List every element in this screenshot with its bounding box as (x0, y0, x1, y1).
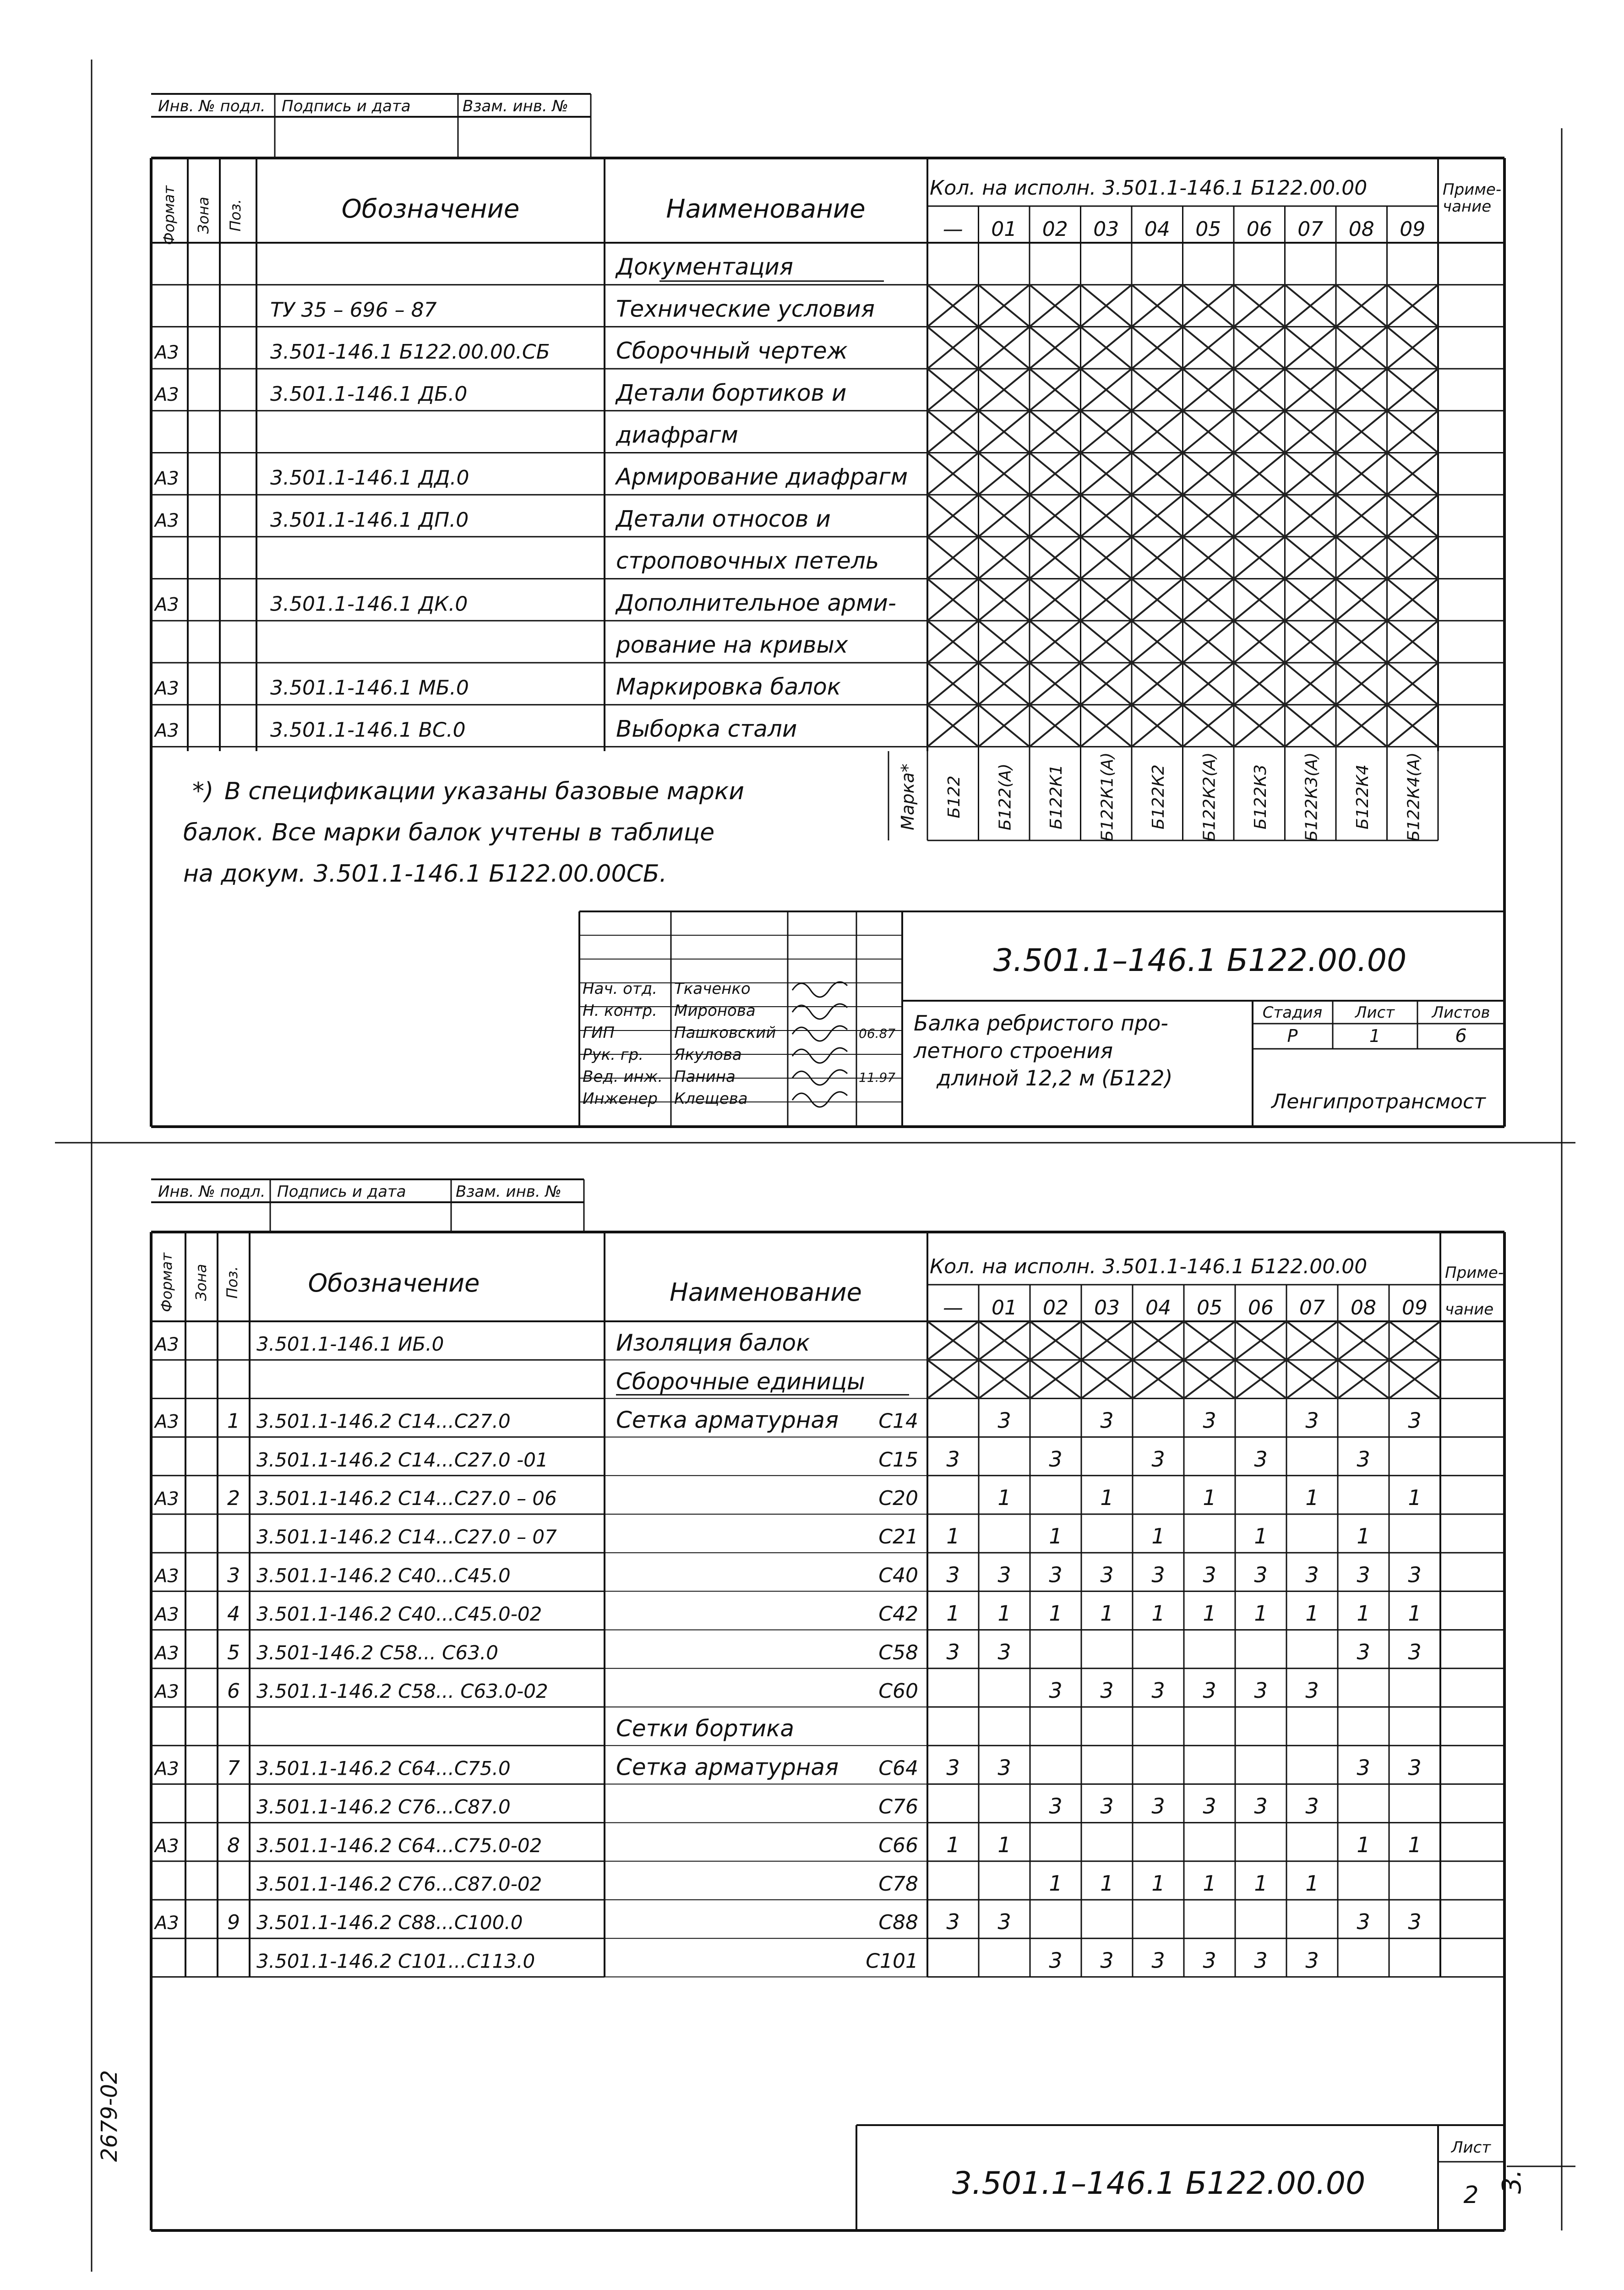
row-designation: 3.501.1-146.1 ДП.0 (270, 508, 469, 532)
row-designation: 3.501.1-146.2 С14...С27.0 -01 (256, 1448, 548, 1471)
row-name: диафрагм (616, 421, 738, 448)
stamp-role: Нач. отд. (583, 980, 658, 998)
quantity-value: 1 (1100, 1601, 1114, 1626)
row-format: А3 (155, 1411, 179, 1433)
row-format: А3 (155, 594, 179, 616)
row-subcode: С20 (878, 1487, 918, 1510)
row-designation: 3.501.1-146.2 С14...С27.0 – 06 (256, 1487, 557, 1510)
row-subcode: С15 (878, 1448, 918, 1472)
header-note: Приме- (1443, 180, 1502, 199)
header-qty-title: Кол. на исполн. 3.501.1-146.1 Б122.00.00 (930, 1255, 1368, 1278)
quantity-value: 3 (1408, 1562, 1422, 1587)
stamp-name: Ткаченко (674, 980, 751, 998)
quantity-value: 1 (1203, 1601, 1216, 1626)
row-designation: 3.501.1-146.1 ВС.0 (270, 718, 466, 742)
row-format: А3 (155, 1565, 179, 1587)
quantity-value: 3 (997, 1639, 1011, 1664)
quantity-value: 3 (1357, 1562, 1370, 1587)
quantity-value: 1 (1254, 1601, 1268, 1626)
row-designation: 3.501.1-146.2 С14...С27.0 (256, 1410, 511, 1433)
inv-number-header: Инв. № подл. (158, 97, 266, 115)
exec-header-2: 02 (1042, 218, 1068, 241)
quantity-value: 3 (1049, 1948, 1063, 1973)
header-name: Наименование (670, 1278, 862, 1307)
row-format: А3 (155, 720, 179, 742)
stamp-sheet-label: Лист (1355, 1003, 1395, 1022)
quantity-value: 1 (1100, 1485, 1114, 1510)
stamp-sheet: 1 (1369, 1026, 1381, 1046)
header-format: Формат (160, 185, 178, 245)
row-position: 2 (227, 1487, 240, 1510)
beam-mark-8: Б122К4 (1353, 764, 1372, 829)
quantity-value: 1 (997, 1601, 1011, 1626)
section-title: Документация (616, 253, 793, 280)
row-designation: 3.501.1-146.1 ДК.0 (270, 592, 468, 616)
quantity-value: 3 (946, 1639, 960, 1664)
quantity-value: 1 (997, 1485, 1011, 1510)
quantity-value: 3 (1100, 1408, 1114, 1433)
row-name: Сетка арматурная (616, 1754, 839, 1781)
quantity-value: 3 (1254, 1948, 1268, 1973)
row-format: А3 (155, 1604, 179, 1625)
beam-mark-6: Б122К3 (1251, 764, 1270, 829)
quantity-value: 3 (1049, 1678, 1063, 1703)
row-subcode: С40 (878, 1564, 918, 1587)
quantity-value: 1 (1357, 1601, 1370, 1626)
exec-header-1: 01 (991, 218, 1017, 241)
replacement-inv-header: Взам. инв. № (456, 1183, 561, 1201)
quantity-value: 3 (1100, 1794, 1114, 1819)
quantity-value: 3 (1100, 1948, 1114, 1973)
quantity-value: 3 (1305, 1408, 1319, 1433)
row-name: Технические условия (616, 295, 875, 322)
row-subcode: С66 (878, 1833, 918, 1857)
quantity-value: 3 (1203, 1562, 1216, 1587)
row-format: А3 (155, 1642, 179, 1664)
beam-mark-4: Б122К2 (1149, 764, 1168, 829)
row-name: Детали бортиков и (616, 379, 847, 406)
row-name: Выборка стали (616, 715, 797, 742)
header-pos: Поз. (227, 199, 244, 232)
quantity-value: 3 (1357, 1755, 1370, 1780)
row-name: рование на кривых (616, 632, 848, 658)
row-name: Детали относов и (616, 505, 831, 532)
note-line: балок. Все марки балок учтены в таблице (183, 819, 715, 846)
exec-header-4: 04 (1145, 1296, 1171, 1319)
row-subcode: С76 (878, 1795, 918, 1819)
quantity-value: 1 (1305, 1871, 1319, 1896)
quantity-value: 1 (1254, 1524, 1268, 1549)
inv-number-header: Инв. № подл. (158, 1183, 266, 1201)
quantity-value: 1 (1100, 1871, 1114, 1896)
signature-mark (792, 1092, 847, 1107)
quantity-value: 1 (1203, 1871, 1216, 1896)
row-format: А3 (155, 468, 179, 490)
row-position: 5 (227, 1641, 240, 1664)
row-designation: ТУ 35 – 696 – 87 (270, 298, 437, 322)
row-format: А3 (155, 1488, 179, 1510)
row-name: Сетка арматурная (616, 1407, 839, 1434)
quantity-value: 3 (1254, 1562, 1268, 1587)
row-subcode: С88 (878, 1911, 918, 1935)
header-zone: Зона (195, 196, 212, 234)
quantity-value: 1 (1408, 1485, 1422, 1510)
signature-date-header: Подпись и дата (282, 97, 411, 115)
quantity-value: 3 (1357, 1446, 1370, 1472)
row-format: А3 (155, 1681, 179, 1702)
header-note: чание (1443, 197, 1492, 216)
row-format: А3 (155, 678, 179, 699)
beam-mark-2: Б122К1 (1046, 764, 1066, 829)
quantity-value: 1 (946, 1524, 960, 1549)
exec-header-0: — (943, 1296, 963, 1319)
quantity-value: 3 (1151, 1446, 1165, 1472)
note-star: *) (192, 778, 214, 805)
stamp-name: Панина (674, 1068, 736, 1086)
quantity-value: 1 (1305, 1601, 1319, 1626)
exec-header-6: 06 (1246, 218, 1272, 241)
signature-mark (792, 982, 847, 997)
row-subcode: С42 (878, 1602, 918, 1626)
exec-header-3: 03 (1093, 218, 1119, 241)
row-designation: 3.501.1-146.1 ДБ.0 (270, 382, 468, 406)
quantity-value: 3 (1100, 1678, 1114, 1703)
row-name: Изоляция балок (616, 1330, 810, 1357)
quantity-value: 3 (1408, 1408, 1422, 1433)
row-position: 3 (227, 1564, 240, 1587)
quantity-value: 3 (1049, 1562, 1063, 1587)
quantity-value: 1 (1049, 1524, 1063, 1549)
stamp-title: Балка ребристого про- (914, 1011, 1168, 1036)
header-zone: Зона (192, 1264, 210, 1301)
beam-mark-3: Б122К1(А) (1098, 752, 1117, 842)
quantity-value: 3 (1305, 1678, 1319, 1703)
beam-mark-7: Б122К3(А) (1302, 752, 1321, 842)
quantity-value: 1 (1357, 1524, 1370, 1549)
header-name: Наименование (666, 194, 866, 224)
quantity-value: 1 (1254, 1871, 1268, 1896)
quantity-value: 3 (997, 1909, 1011, 1935)
stamp-name: Миронова (674, 1002, 756, 1020)
quantity-value: 3 (1049, 1446, 1063, 1472)
row-subcode: С60 (878, 1679, 918, 1703)
stamp-stage: Р (1287, 1026, 1298, 1046)
quantity-value: 1 (1305, 1485, 1319, 1510)
side-archive-code: 2679-02 (97, 2070, 122, 2162)
signature-mark (792, 1070, 847, 1085)
header-designation: Обозначение (308, 1269, 480, 1298)
row-subcode: С14 (878, 1409, 918, 1433)
quantity-value: 3 (1151, 1794, 1165, 1819)
quantity-value: 3 (1049, 1794, 1063, 1819)
row-designation: 3.501.1-146.2 С64...С75.0-02 (256, 1834, 542, 1857)
quantity-value: 3 (1203, 1678, 1216, 1703)
quantity-value: 3 (946, 1909, 960, 1935)
quantity-value: 3 (1203, 1408, 1216, 1433)
quantity-value: 3 (1357, 1909, 1370, 1935)
exec-header-5: 05 (1195, 218, 1221, 241)
quantity-value: 3 (997, 1562, 1011, 1587)
beam-mark-0: Б122 (944, 775, 964, 818)
quantity-value: 3 (1203, 1794, 1216, 1819)
row-designation: 3.501.1-146.1 ДД.0 (270, 466, 469, 490)
quantity-value: 3 (946, 1446, 960, 1472)
quantity-value: 1 (1408, 1601, 1422, 1626)
exec-header-8: 08 (1351, 1296, 1376, 1319)
quantity-value: 1 (1203, 1485, 1216, 1510)
quantity-value: 3 (946, 1562, 960, 1587)
quantity-value: 1 (1357, 1832, 1370, 1857)
section-title: Сетки бортика (616, 1715, 795, 1742)
row-designation: 3.501.1-146.2 С64...С75.0 (256, 1757, 511, 1780)
row-position: 4 (227, 1602, 240, 1626)
exec-header-3: 03 (1094, 1296, 1120, 1319)
stamp-role: ГИП (583, 1024, 615, 1042)
replacement-inv-header: Взам. инв. № (463, 97, 568, 115)
quantity-value: 3 (1357, 1639, 1370, 1664)
quantity-value: 3 (1254, 1794, 1268, 1819)
quantity-value: 3 (1254, 1446, 1268, 1472)
stamp-role: Инженер (583, 1090, 658, 1108)
signature-mark (792, 1026, 847, 1041)
quantity-value: 3 (1151, 1678, 1165, 1703)
row-position: 6 (227, 1679, 240, 1703)
row-name: Маркировка балок (616, 673, 841, 700)
stamp-title: летного строения (914, 1038, 1113, 1063)
quantity-value: 3 (1408, 1909, 1422, 1935)
quantity-value: 3 (1151, 1562, 1165, 1587)
quantity-value: 3 (1305, 1562, 1319, 1587)
exec-header-0: — (943, 218, 963, 241)
row-format: А3 (155, 1758, 179, 1780)
signature-mark (792, 1004, 847, 1019)
quantity-value: 3 (946, 1755, 960, 1780)
quantity-value: 3 (1408, 1639, 1422, 1664)
quantity-value: 3 (1151, 1948, 1165, 1973)
header-designation: Обозначение (341, 194, 520, 224)
stamp-sheets: 6 (1455, 1025, 1467, 1047)
stamp-role: Вед. инж. (583, 1068, 663, 1086)
row-designation: 3.501.1-146.1 ИБ.0 (256, 1333, 444, 1356)
row-designation: 3.501.1-146.2 С101...С113.0 (256, 1950, 535, 1973)
stamp-title: длиной 12,2 м (Б122) (937, 1066, 1173, 1090)
header-note: чание (1445, 1300, 1494, 1319)
row-format: А3 (155, 342, 179, 364)
stamp-doc-number: 3.501.1–146.1 Б122.00.00 (952, 2165, 1366, 2202)
exec-header-5: 05 (1197, 1296, 1222, 1319)
quantity-value: 3 (1305, 1948, 1319, 1973)
stamp-organization: Ленгипротрансмост (1271, 1090, 1486, 1113)
stamp-role: Н. контр. (583, 1002, 657, 1020)
row-subcode: С64 (878, 1756, 918, 1780)
note-line: В спецификации указаны базовые марки (224, 778, 745, 805)
quantity-value: 3 (997, 1408, 1011, 1433)
stamp-name: Якулова (674, 1046, 742, 1064)
quantity-value: 1 (946, 1832, 960, 1857)
marks-label: Марка* (898, 763, 918, 830)
row-format: А3 (155, 384, 179, 405)
exec-header-1: 01 (992, 1296, 1017, 1319)
stamp-doc-number: 3.501.1–146.1 Б122.00.00 (993, 943, 1407, 979)
beam-mark-5: Б122К2(А) (1200, 752, 1219, 842)
quantity-value: 1 (1151, 1524, 1165, 1549)
quantity-value: 3 (1203, 1948, 1216, 1973)
exec-header-7: 07 (1299, 1296, 1325, 1319)
signature-date-header: Подпись и дата (277, 1183, 406, 1201)
row-position: 8 (227, 1833, 240, 1857)
row-subcode: С58 (878, 1641, 918, 1664)
row-designation: 3.501.1-146.2 С76...С87.0-02 (256, 1873, 542, 1895)
signature-mark (792, 1048, 847, 1063)
row-designation: 3.501.1-146.2 С76...С87.0 (256, 1795, 511, 1818)
stamp-role: Рук. гр. (583, 1046, 644, 1064)
exec-header-2: 02 (1043, 1296, 1068, 1319)
row-subcode: С21 (878, 1525, 918, 1549)
stamp-date: 06.87 (859, 1026, 896, 1041)
row-designation: 3.501.1-146.2 С14...С27.0 – 07 (256, 1526, 557, 1548)
stamp-name: Клещева (674, 1090, 748, 1108)
stamp-name: Пашковский (674, 1024, 776, 1042)
exec-header-4: 04 (1144, 218, 1170, 241)
row-format: А3 (155, 510, 179, 531)
row-designation: 3.501-146.1 Б122.00.00.СБ (270, 340, 550, 364)
row-name: строповочных петель (616, 547, 879, 574)
quantity-value: 1 (946, 1601, 960, 1626)
quantity-value: 1 (997, 1832, 1011, 1857)
quantity-value: 3 (997, 1755, 1011, 1780)
row-name: Армирование диафрагм (616, 463, 908, 491)
row-designation: 3.501.1-146.2 С58... С63.0-02 (256, 1680, 548, 1702)
quantity-value: 3 (1408, 1755, 1422, 1780)
exec-header-9: 09 (1402, 1296, 1428, 1319)
stamp-sheet-label: Лист (1451, 2138, 1491, 2157)
row-format: А3 (155, 1835, 179, 1857)
exec-header-7: 07 (1297, 218, 1324, 241)
quantity-value: 3 (1305, 1794, 1319, 1819)
header-qty-title: Кол. на исполн. 3.501.1-146.1 Б122.00.00 (930, 176, 1368, 200)
row-format: А3 (155, 1334, 179, 1356)
quantity-value: 1 (1151, 1601, 1165, 1626)
quantity-value: 1 (1408, 1832, 1422, 1857)
row-designation: 3.501.1-146.2 С40...С45.0 (256, 1564, 511, 1587)
stamp-sheets-label: Листов (1432, 1003, 1490, 1022)
quantity-value: 1 (1049, 1871, 1063, 1896)
row-designation: 3.501.1-146.1 МБ.0 (270, 676, 469, 700)
row-designation: 3.501.1-146.2 С88...С100.0 (256, 1911, 523, 1934)
quantity-value: 3 (1254, 1678, 1268, 1703)
exec-header-9: 09 (1400, 218, 1426, 241)
row-designation: 3.501-146.2 С58... С63.0 (256, 1641, 498, 1664)
row-position: 7 (227, 1756, 240, 1780)
row-position: 1 (227, 1409, 240, 1433)
exec-header-6: 06 (1248, 1296, 1274, 1319)
beam-mark-1: Б122(А) (996, 763, 1015, 831)
note-line: на докум. 3.501.1-146.1 Б122.00.00СБ. (183, 860, 667, 888)
row-subcode: С101 (866, 1949, 918, 1973)
row-format: А3 (155, 1913, 179, 1934)
section-title: Сборочные единицы (616, 1368, 865, 1395)
exec-header-8: 08 (1348, 218, 1374, 241)
row-name: Дополнительное арми- (616, 589, 896, 616)
stamp-stage-label: Стадия (1262, 1003, 1323, 1022)
header-pos: Поз. (223, 1266, 241, 1299)
row-position: 9 (227, 1911, 240, 1935)
row-designation: 3.501.1-146.2 С40...С45.0-02 (256, 1603, 542, 1625)
stamp-sheet: 2 (1463, 2181, 1479, 2209)
quantity-value: 3 (1100, 1562, 1114, 1587)
quantity-value: 1 (1049, 1601, 1063, 1626)
row-subcode: С78 (878, 1872, 918, 1896)
corner-mark: 3. (1497, 2169, 1527, 2194)
header-note: Приме- (1445, 1264, 1504, 1282)
row-name: Сборочный чертеж (616, 338, 848, 365)
header-format: Формат (158, 1253, 175, 1312)
stamp-date: 11.97 (859, 1070, 896, 1085)
beam-mark-9: Б122К4(А) (1404, 752, 1423, 842)
quantity-value: 1 (1151, 1871, 1165, 1896)
